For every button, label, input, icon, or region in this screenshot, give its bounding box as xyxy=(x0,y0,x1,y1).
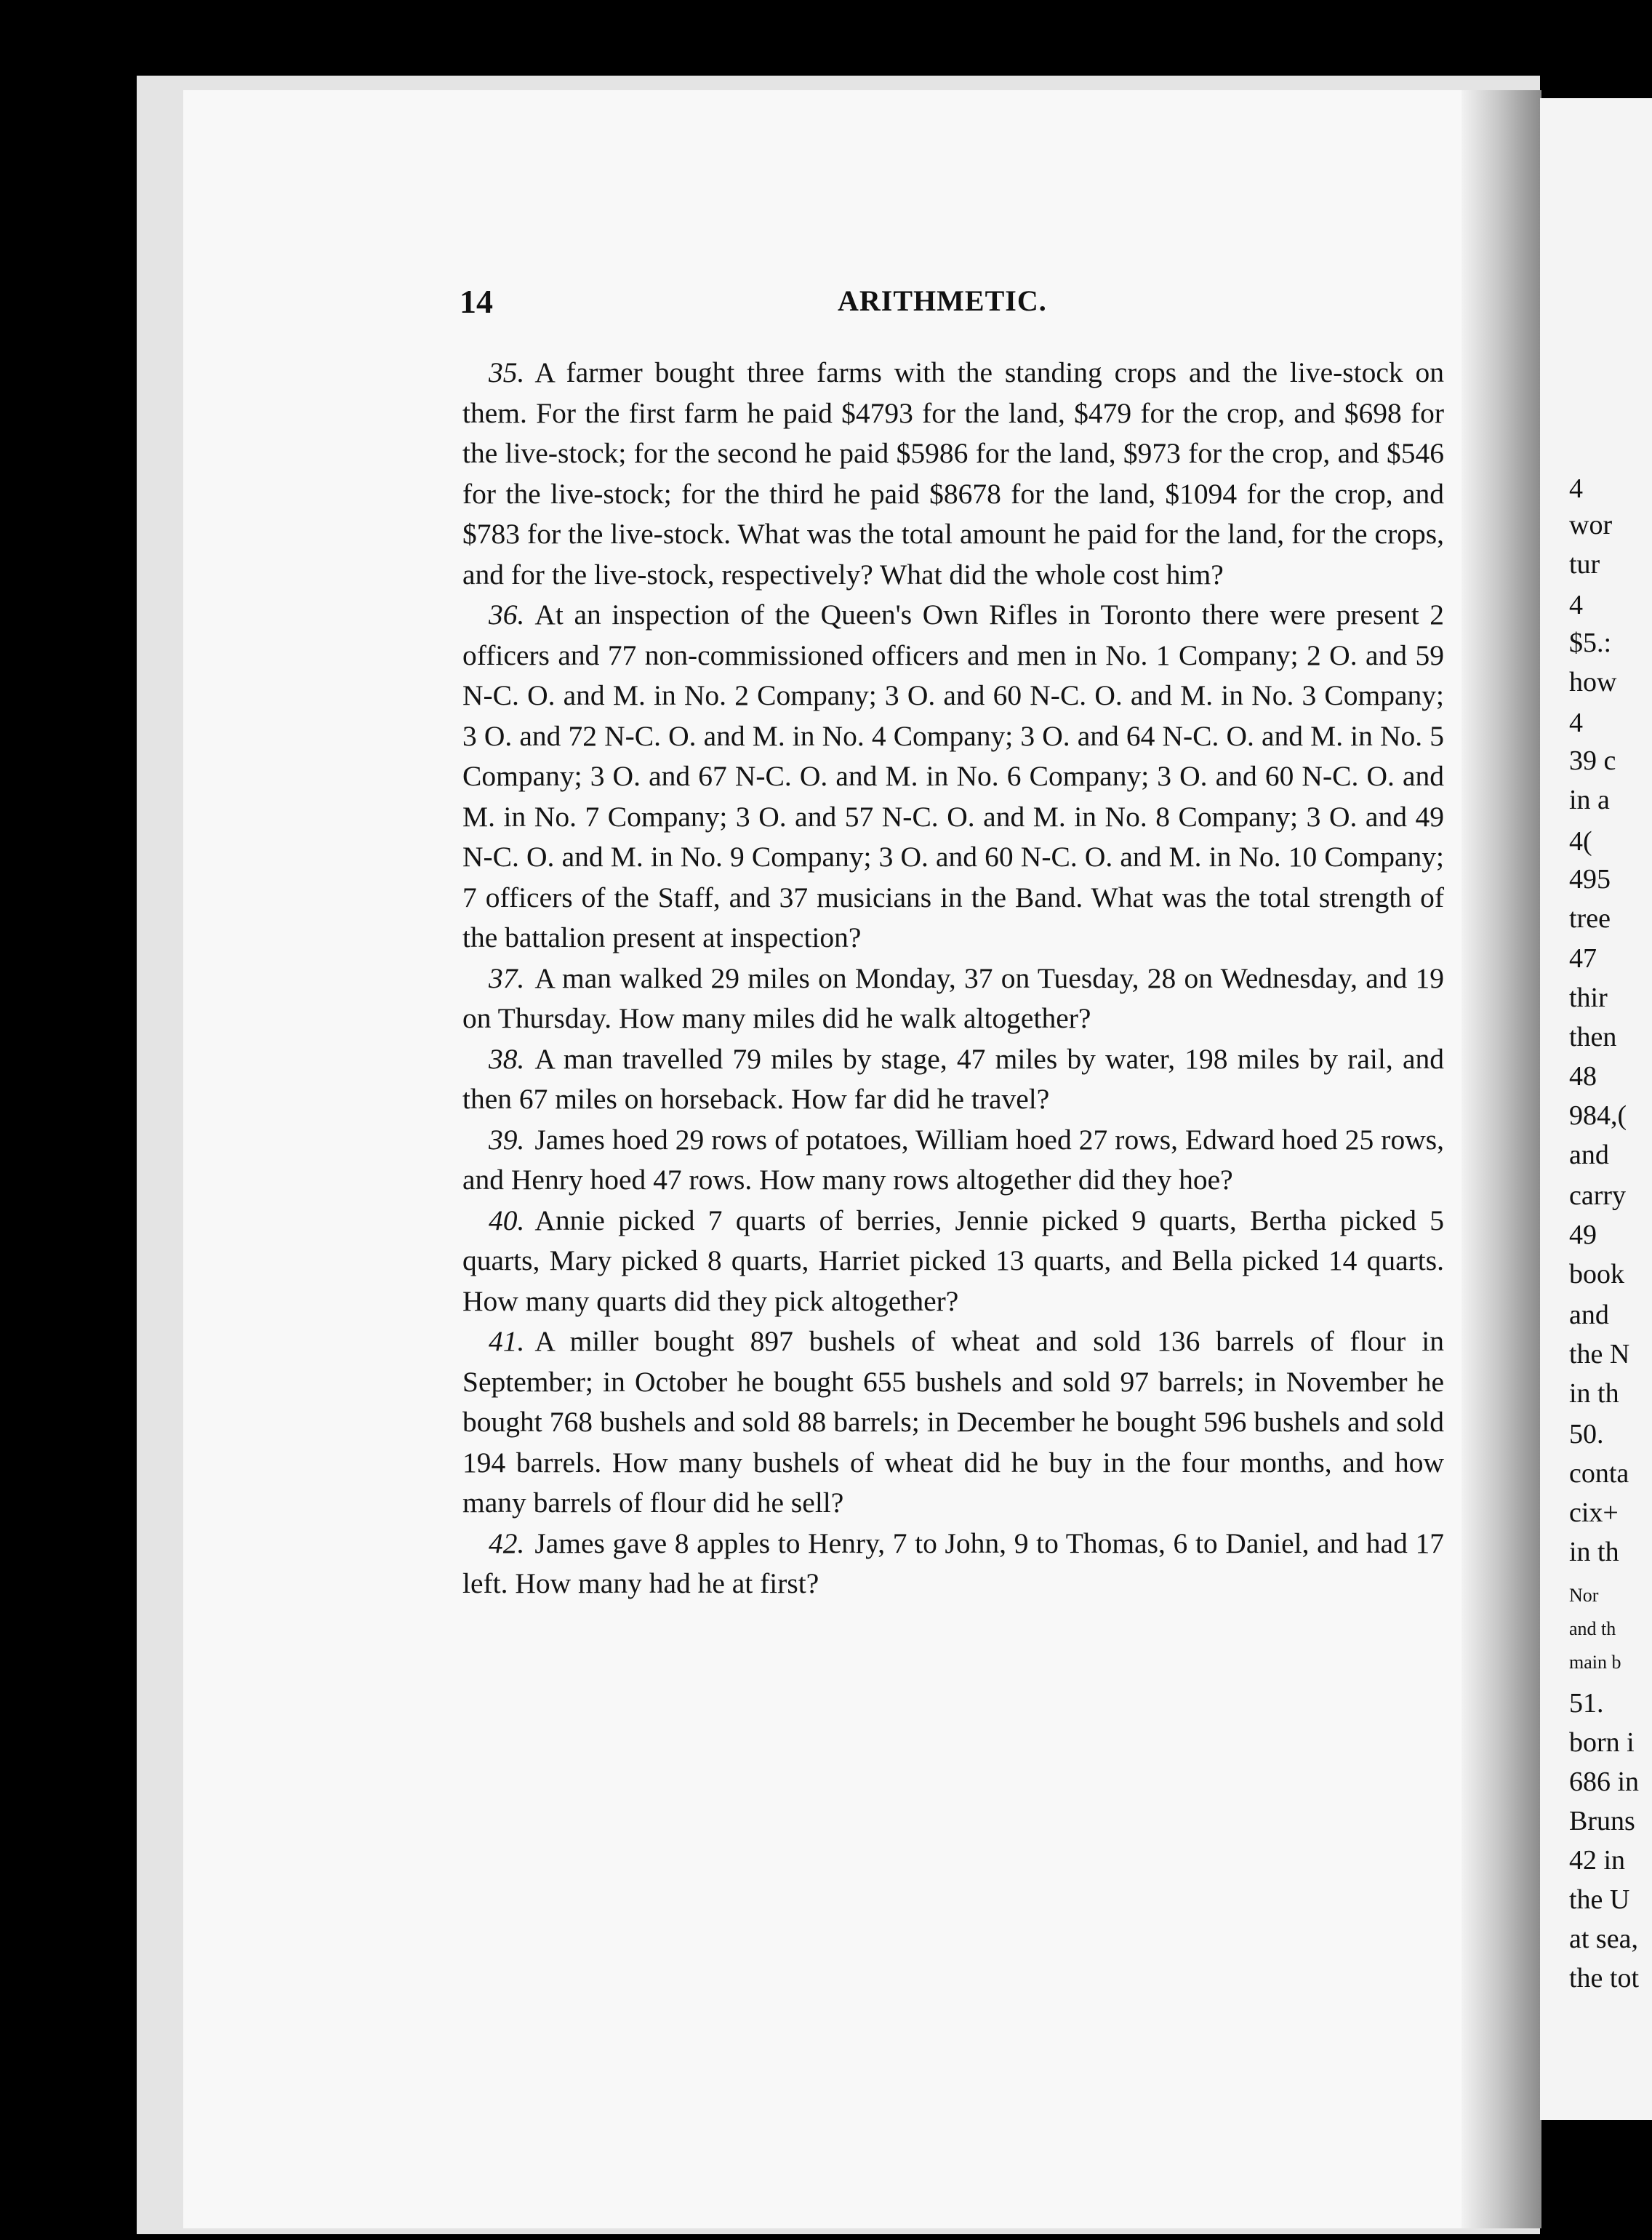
problem-number: 37. xyxy=(489,961,525,994)
facing-page-cropped xyxy=(1540,98,1652,2120)
problem-number: 42. xyxy=(489,1527,525,1559)
facing-text: and th xyxy=(1569,1618,1616,1639)
problem-number: 38. xyxy=(489,1042,525,1075)
problem-number: 39. xyxy=(489,1123,525,1156)
facing-text: main b xyxy=(1569,1652,1621,1673)
facing-text: 495 xyxy=(1569,864,1611,895)
facing-text: 4( xyxy=(1569,826,1592,857)
problem-text: A man walked 29 miles on Monday, 37 on Tuesday, 28 on Wednesday, and 19 on Thursday. How many miles did he walk altogether? xyxy=(462,961,1444,1034)
facing-text: 4 xyxy=(1569,473,1583,504)
facing-text: tur xyxy=(1569,549,1600,580)
facing-text: carry xyxy=(1569,1180,1627,1211)
problem-text: A farmer bought three farms with the standing crops and the live-stock on them. For the first farm he paid $4793 for the land, $479 for the crop, and $698 for the live-stock; for the second he paid $5986 for the land, $973 for the crop, and $546 for the live-stock; for the third he paid $8678 for the land, $1094 for the crop, and $783 for the live-stock. What was the total amount he paid for the land, for the crops, and for the live-stock, respectively? What did the whole cost him? xyxy=(462,356,1444,591)
problem-39 xyxy=(462,1120,1444,1201)
problem-number: 35. xyxy=(489,356,525,388)
problem-41 xyxy=(462,1321,1444,1524)
problem-text: Annie picked 7 quarts of berries, Jennie picked 9 quarts, Bertha picked 5 quarts, Mary picked 8 quarts, Harriet picked 13 quarts, and Bella picked 14 quarts. How many quarts did they pick altogether? xyxy=(462,1204,1444,1317)
facing-text: the N xyxy=(1569,1339,1630,1369)
facing-text: 4 xyxy=(1569,590,1583,620)
facing-text: wor xyxy=(1569,510,1613,540)
facing-text: 39 c xyxy=(1569,745,1616,776)
problem-36 xyxy=(462,595,1444,959)
problem-text: James gave 8 apples to Henry, 7 to John, 9 to Thomas, 6 to Daniel, and had 17 left. How many had he at first? xyxy=(462,1527,1444,1599)
problem-number: 41. xyxy=(489,1325,525,1357)
facing-text: $5.: xyxy=(1569,628,1612,658)
facing-text: in th xyxy=(1569,1378,1619,1409)
facing-text: tree xyxy=(1569,903,1611,934)
facing-text: Nor xyxy=(1569,1585,1599,1606)
facing-text: 47 xyxy=(1569,943,1597,974)
problem-38 xyxy=(462,1039,1444,1120)
facing-text: born i xyxy=(1569,1727,1635,1758)
facing-text: 51. xyxy=(1569,1688,1604,1719)
facing-text: the tot xyxy=(1569,1963,1640,1993)
page-number: 14 xyxy=(460,283,493,320)
problem-number: 36. xyxy=(489,599,525,631)
facing-text: 984,( xyxy=(1569,1100,1627,1131)
facing-text: at sea, xyxy=(1569,1924,1638,1954)
facing-text: then xyxy=(1569,1022,1617,1052)
book-gutter-shadow xyxy=(1461,90,1541,2228)
facing-text: conta xyxy=(1569,1458,1629,1489)
problem-text: A miller bought 897 bushels of wheat and sold 136 barrels of flour in September; in October he bought 655 bushels and sold 97 barrels; in November he bought 768 bushels and sold 88 barrels; in December he bought 596 bushels and sold 194 barrels. How many bushels of wheat did he buy in the four months, and how many barrels of flour did he sell? xyxy=(462,1325,1444,1519)
problem-35 xyxy=(462,353,1444,595)
problem-text: James hoed 29 rows of potatoes, William hoed 27 rows, Edward hoed 25 rows, and Henry hoed 47 rows. How many rows altogether did they hoe? xyxy=(462,1123,1444,1196)
problem-37 xyxy=(462,959,1444,1039)
facing-text: cix+ xyxy=(1569,1497,1619,1528)
facing-text: how xyxy=(1569,667,1617,697)
facing-text: 686 in xyxy=(1569,1767,1640,1797)
facing-text: thir xyxy=(1569,983,1608,1013)
facing-text: the U xyxy=(1569,1884,1630,1915)
facing-text: and xyxy=(1569,1300,1609,1330)
facing-text: 4 xyxy=(1569,708,1583,738)
facing-text: 42 in xyxy=(1569,1845,1626,1876)
facing-text: and xyxy=(1569,1140,1609,1170)
problem-number: 40. xyxy=(489,1204,525,1236)
facing-text: in a xyxy=(1569,785,1610,815)
facing-text: book xyxy=(1569,1259,1624,1289)
facing-text: 50. xyxy=(1569,1419,1604,1449)
running-head: ARITHMETIC. xyxy=(838,284,1047,317)
problem-list xyxy=(462,353,1444,1604)
facing-text: Bruns xyxy=(1569,1806,1635,1836)
facing-text: 49 xyxy=(1569,1220,1597,1250)
facing-text: in th xyxy=(1569,1537,1619,1567)
problem-text: A man travelled 79 miles by stage, 47 miles by water, 198 miles by rail, and then 67 miles on horseback. How far did he travel? xyxy=(462,1042,1444,1115)
problem-42 xyxy=(462,1524,1444,1604)
facing-text: 48 xyxy=(1569,1061,1597,1092)
page-header xyxy=(460,282,1448,326)
problem-40 xyxy=(462,1201,1444,1322)
problem-text: At an inspection of the Queen's Own Rifles in Toronto there were present 2 officers and 77 non-commissioned officers and men in No. 1 Company; 2 O. and 59 N-C. O. and M. in No. 2 Company; 3 O. and 60 N-C. O. and M. in No. 3 Company; 3 O. and 72 N-C. O. and M. in No. 4 Company; 3 O. and 64 N-C. O. and M. in No. 5 Company; 3 O. and 67 N-C. O. and M. in No. 6 Company; 3 O. and 60 N-C. O. and M. in No. 7 Company; 3 O. and 57 N-C. O. and M. in No. 8 Company; 3 O. and 49 N-C. O. and M. in No. 9 Company; 3 O. and 60 N-C. O. and M. in No. 10 Company; 7 officers of the Staff, and 37 musicians in the Band. What was the total strength of the battalion present at inspection? xyxy=(462,599,1444,953)
